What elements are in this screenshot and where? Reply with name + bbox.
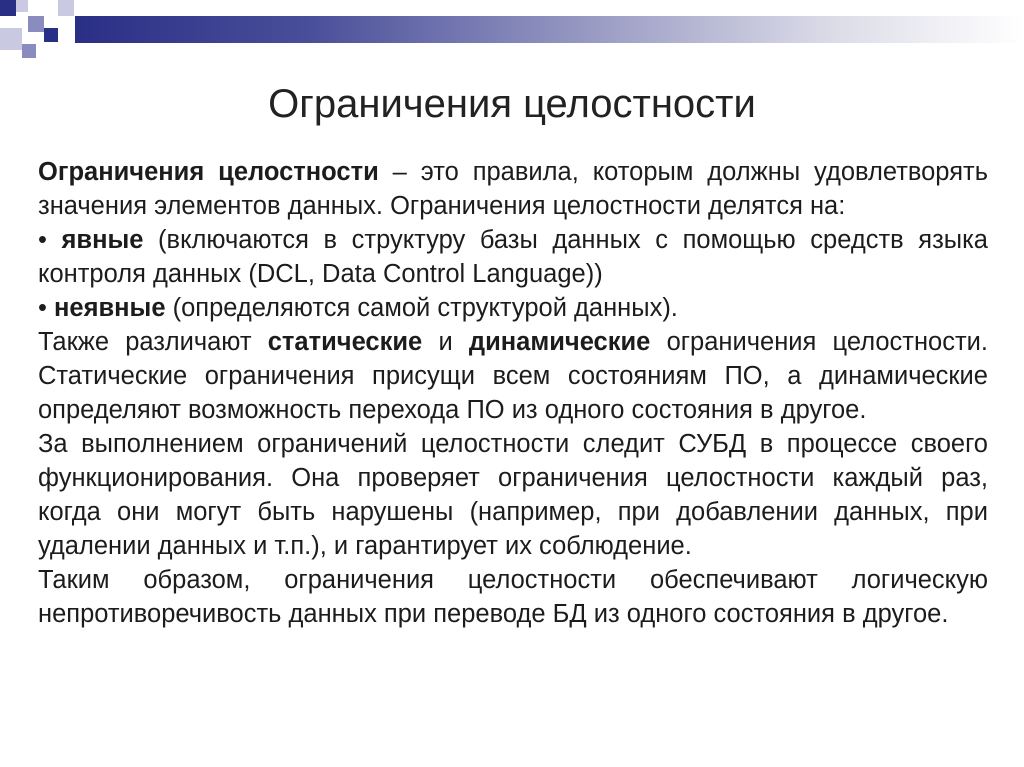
header-square-decoration: [58, 0, 74, 16]
conclusion-paragraph: Таким образом, ограничения целостности обеспечивают логическую непротиворечивость данных при переводе БД из одного состояния в другое.: [38, 566, 988, 628]
term-explicit: явные: [61, 226, 144, 254]
bullet-implicit: [38, 291, 988, 325]
header-gradient-bar: [75, 16, 1024, 43]
static-dynamic-paragraph: [38, 325, 988, 427]
bullet-explicit-text: (включаются в структуру базы данных с помощью средств языка контроля данных (DCL, Data Control Language)): [38, 226, 988, 288]
bullet-marker: •: [38, 226, 62, 254]
header-square-decoration: [0, 28, 22, 50]
term-integrity-constraints: Ограничения целостности: [38, 158, 379, 186]
term-static: статические: [267, 328, 423, 356]
slide-body: [38, 155, 988, 631]
header-square-decoration: [28, 16, 44, 32]
term-implicit: неявные: [54, 294, 166, 322]
bullet-explicit: [38, 223, 988, 291]
definition-paragraph: [38, 155, 988, 223]
bullet-implicit-text: (определяются самой структурой данных).: [165, 294, 678, 322]
definition-text: – это правила, которым должны удовлетворять значения элементов данных. Ограничения целостности делятся на:: [38, 158, 988, 220]
static-dynamic-text: ограничения целостности. Статические ограничения присущи всем состояниям ПО, а динамические определяют возможность перехода ПО из одного состояния в другое.: [38, 328, 989, 424]
slide-title: Ограничения целостности: [268, 82, 756, 126]
term-dynamic: динамические: [468, 328, 651, 356]
header-square-decoration: [16, 0, 28, 12]
bullet-marker: •: [38, 294, 55, 322]
header-square-decoration: [44, 28, 58, 42]
header-square-decoration: [22, 44, 36, 58]
header-square-decoration: [0, 0, 16, 16]
static-dynamic-conj: и: [422, 328, 469, 356]
dbms-paragraph: За выполнением ограничений целостности следит СУБД в процессе своего функционирования. Она проверяет ограничения целостности каждый раз, когда они могут быть нарушены (например, при добавлении данных, при удалении данных и т.п.), и гарантирует их соблюдение.: [38, 430, 988, 560]
static-dynamic-lead: Также различают: [38, 328, 268, 356]
